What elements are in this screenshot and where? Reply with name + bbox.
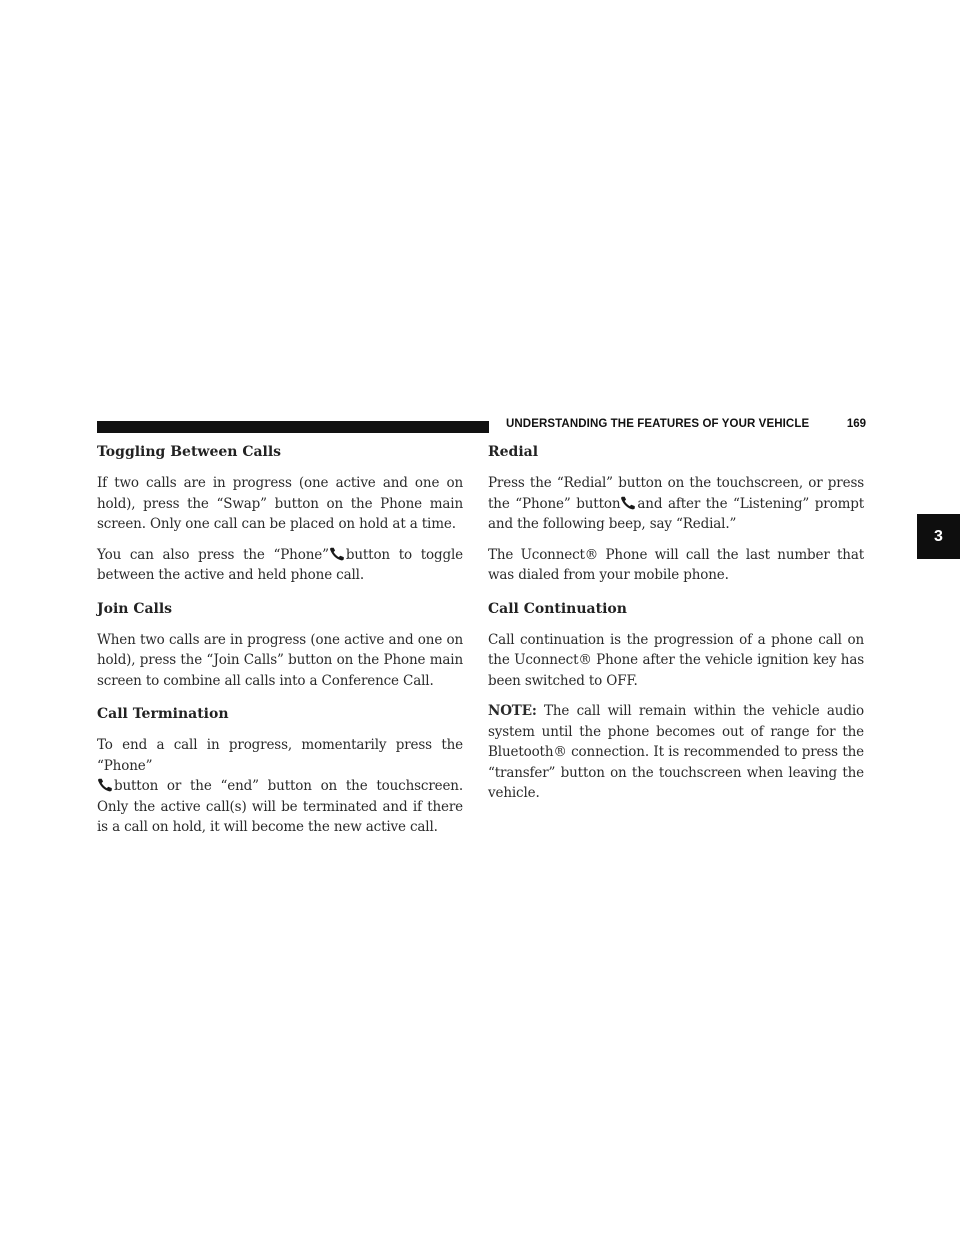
text-fragment: button or the “end” button on the touchscreen. Only the active call(s) will be terminated and if there is a call on hold, it will become the new active call. [97,778,463,835]
paragraph-redial-2: The Uconnect® Phone will call the last number that was dialed from your mobile phone. [488,546,864,583]
text-fragment: and after the “Listening” prompt and the following beep, say “Redial.” [488,495,864,532]
paragraph-join-calls: When two calls are in progress (one active and one on hold), press the “Join Calls” button on the Phone main screen to combine all calls into a Conference Call. [97,631,463,689]
heading-call-continuation: Call Continuation [488,600,627,617]
phone-icon [97,778,114,792]
heading-join-calls: Join Calls [97,600,173,617]
phone-icon [329,547,346,561]
note-text: The call will remain within the vehicle audio system until the phone becomes out of range for the Bluetooth® connection. It is recommended to press the “transfer” button on the touchscreen when leaving the vehicle. [488,703,864,801]
heading-call-termination: Call Termination [97,706,229,722]
text-fragment: button to toggle between the active and held phone call. [97,546,464,583]
paragraph-call-continuation: Call continuation is the progression of a phone call on the Uconnect® Phone after the vehicle ignition key has been switched to OFF. [488,631,864,689]
text-fragment: Press the “Redial” button on the touchscreen, or press the “Phone” button [488,475,864,512]
page-number: 169 [846,418,866,430]
header-rule [97,421,489,433]
paragraph-call-termination [97,735,463,838]
paragraph-redial-1 [488,473,864,535]
note-label: NOTE: [488,703,537,719]
paragraph-toggling-2 [97,545,463,586]
heading-toggling-between-calls: Toggling Between Calls [97,444,282,460]
right-column [488,441,864,804]
chapter-tab-label: 3 [934,527,943,545]
left-column [97,441,463,838]
note-paragraph [488,701,864,804]
running-header: UNDERSTANDING THE FEATURES OF YOUR VEHICLE [506,418,810,430]
paragraph-toggling-1: If two calls are in progress (one active and one on hold), press the “Swap” button on the Phone main screen. Only one call can be placed on hold at a time. [97,475,463,532]
heading-redial: Redial [488,444,539,460]
chapter-tab [917,514,960,559]
text-fragment: To end a call in progress, momentarily press the “Phone” [97,737,463,774]
phone-icon [620,496,637,510]
text-fragment: You can also press the “Phone” [97,546,329,563]
